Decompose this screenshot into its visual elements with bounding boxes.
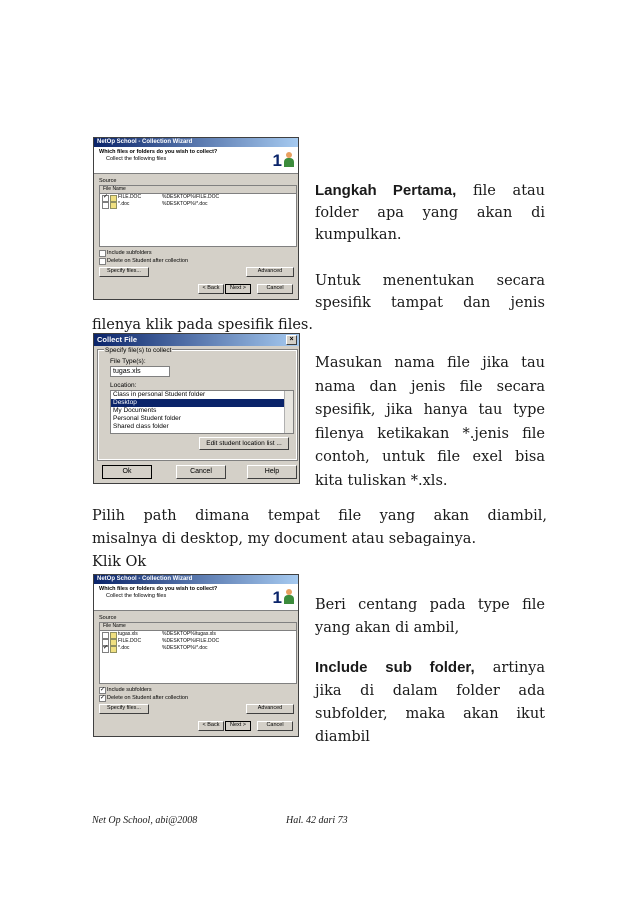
text-line: kumpulkan. xyxy=(315,227,402,243)
list-item[interactable]: Shared class folder xyxy=(113,423,169,430)
cancel-button[interactable]: Cancel xyxy=(176,465,226,479)
text-line: kita tuliskan *.xls. xyxy=(315,472,448,489)
wizard-subtitle: Collect the following files xyxy=(106,156,167,162)
user-icon xyxy=(283,589,295,604)
file-type-input[interactable]: tugas.xls xyxy=(110,366,170,377)
table-row[interactable] xyxy=(100,645,296,652)
table-row[interactable] xyxy=(100,201,296,208)
col-file-name: File Name xyxy=(103,623,126,629)
paragraph-step-one xyxy=(315,180,545,246)
wizard-header xyxy=(94,147,298,174)
file-name: *.doc xyxy=(118,645,130,651)
text-line: filenya ketikakan *.jenis file xyxy=(315,425,545,442)
source-group-label: Source xyxy=(99,178,117,184)
text-line: filenya klik pada spesifik files. xyxy=(92,317,313,333)
help-button[interactable]: Help xyxy=(247,465,297,479)
text-line: contoh, untuk file exel bisa xyxy=(315,449,545,465)
file-icon xyxy=(110,646,117,653)
collection-wizard-dialog-1 xyxy=(93,137,299,300)
delete-after-label: Delete on Student after collection xyxy=(107,695,189,701)
dialog-title: NetOp School - Collection Wizard xyxy=(94,575,298,584)
collect-file-dialog xyxy=(93,333,300,484)
include-subfolders-checkbox[interactable] xyxy=(99,687,106,694)
col-file-name: File Name xyxy=(103,186,126,192)
specify-files-button[interactable]: Specify files... xyxy=(99,267,149,277)
scrollbar[interactable] xyxy=(284,391,293,433)
file-path: %DESKTOP%\*.doc xyxy=(162,645,208,651)
close-icon[interactable]: × xyxy=(286,335,297,345)
location-label: Location: xyxy=(110,382,137,389)
source-group-label: Source xyxy=(99,615,117,621)
file-list-header xyxy=(100,623,296,631)
file-list[interactable] xyxy=(99,185,297,247)
delete-after-checkbox[interactable] xyxy=(99,695,106,702)
dialog-title-text: Collect File xyxy=(97,335,138,344)
ok-button[interactable]: Ok xyxy=(102,465,152,479)
paragraph-file-type xyxy=(315,352,545,493)
paragraph-specify xyxy=(315,270,545,314)
text-line: yang akan di ambil, xyxy=(315,620,460,636)
file-name: FILE.DOC xyxy=(118,638,142,644)
edit-location-list-button[interactable]: Edit student location list ... xyxy=(199,437,289,450)
file-type-label: File Type(s): xyxy=(110,358,146,365)
table-row[interactable] xyxy=(100,194,296,201)
footer-left: Net Op School, abi@2008 xyxy=(92,815,198,826)
text-line: folder apa yang akan di xyxy=(315,205,545,221)
list-item[interactable]: My Documents xyxy=(113,407,157,414)
list-item[interactable]: Class in personal Student folder xyxy=(113,391,206,398)
advanced-button[interactable]: Advanced xyxy=(246,267,294,277)
file-name: tugas.xls xyxy=(118,631,138,637)
file-name: FILE.DOC xyxy=(118,194,142,200)
specify-files-button[interactable]: Specify files... xyxy=(99,704,149,714)
bold-heading: Langkah Pertama, xyxy=(315,182,457,199)
text-line: Beri centang pada type file xyxy=(315,597,545,613)
text-line: Masukan nama file jika tau xyxy=(315,355,545,371)
dialog-title xyxy=(94,334,299,346)
file-path: %DESKTOP%\*.doc xyxy=(162,201,208,207)
list-item[interactable]: Personal Student folder xyxy=(113,415,181,422)
wizard-question: Which files or folders do you wish to collect? xyxy=(99,586,218,592)
next-button[interactable]: Next > xyxy=(225,721,251,731)
list-item-selected[interactable]: Desktop xyxy=(111,399,293,407)
text-line: spesifik, jika hanya tau type xyxy=(315,402,545,418)
next-button[interactable]: Next > xyxy=(225,284,251,294)
file-name: *.doc xyxy=(118,201,130,207)
step-number: 1 xyxy=(272,588,282,607)
table-row[interactable] xyxy=(100,631,296,638)
group-label: Specify file(s) to collect xyxy=(105,347,172,354)
row-checkbox[interactable] xyxy=(102,646,109,653)
delete-after-label: Delete on Student after collection xyxy=(107,258,189,264)
file-list[interactable] xyxy=(99,622,297,684)
file-path: %DESKTOP%\FILE.DOC xyxy=(162,194,220,200)
paragraph-include-sub xyxy=(315,656,545,749)
text-line: jika di dalam folder ada xyxy=(315,683,545,699)
step-number: 1 xyxy=(272,151,282,170)
file-path: %DESKTOP%\tugas.xls xyxy=(162,631,216,637)
file-path: %DESKTOP%\FILE.DOC xyxy=(162,638,220,644)
text-line: nama dan jenis file secara xyxy=(315,378,545,395)
include-subfolders-checkbox[interactable] xyxy=(99,250,106,257)
back-button[interactable]: < Back xyxy=(198,284,224,294)
row-checkbox[interactable] xyxy=(102,202,109,209)
text-line: file atau xyxy=(472,183,546,199)
include-subfolders-label: Include subfolders xyxy=(107,250,152,256)
text-line: Pilih path dimana tempat file yang akan diambil, xyxy=(92,508,547,524)
text-line: Untuk menentukan secara xyxy=(315,273,545,289)
dialog-title: NetOp School - Collection Wizard xyxy=(94,138,298,147)
wizard-question: Which files or folders do you wish to collect? xyxy=(99,149,218,155)
paragraph-check-type xyxy=(315,594,545,640)
wizard-subtitle: Collect the following files xyxy=(106,593,167,599)
collection-wizard-dialog-2 xyxy=(93,574,299,737)
location-list[interactable] xyxy=(110,390,294,434)
text-line: spesifik tampat dan jenis xyxy=(315,295,545,311)
wizard-header xyxy=(94,584,298,611)
include-subfolders-label: Include subfolders xyxy=(107,687,152,693)
text-line: artinya xyxy=(492,660,545,676)
text-line: diambil xyxy=(315,729,370,745)
text-line: misalnya di desktop, my document atau sebagainya. xyxy=(92,531,477,547)
cancel-button[interactable]: Cancel xyxy=(257,721,293,731)
table-row[interactable] xyxy=(100,638,296,645)
bold-heading: Include sub folder, xyxy=(315,659,475,676)
text-line: Klik Ok xyxy=(92,554,147,570)
paragraph-path xyxy=(92,505,547,574)
delete-after-checkbox[interactable] xyxy=(99,258,106,265)
back-button[interactable]: < Back xyxy=(198,721,224,731)
footer-page-number: Hal. 42 dari 73 xyxy=(286,815,348,826)
file-icon xyxy=(110,202,117,209)
user-icon xyxy=(283,152,295,167)
advanced-button[interactable]: Advanced xyxy=(246,704,294,714)
file-list-header xyxy=(100,186,296,194)
text-line: subfolder, maka akan ikut xyxy=(315,706,545,722)
cancel-button[interactable]: Cancel xyxy=(257,284,293,294)
